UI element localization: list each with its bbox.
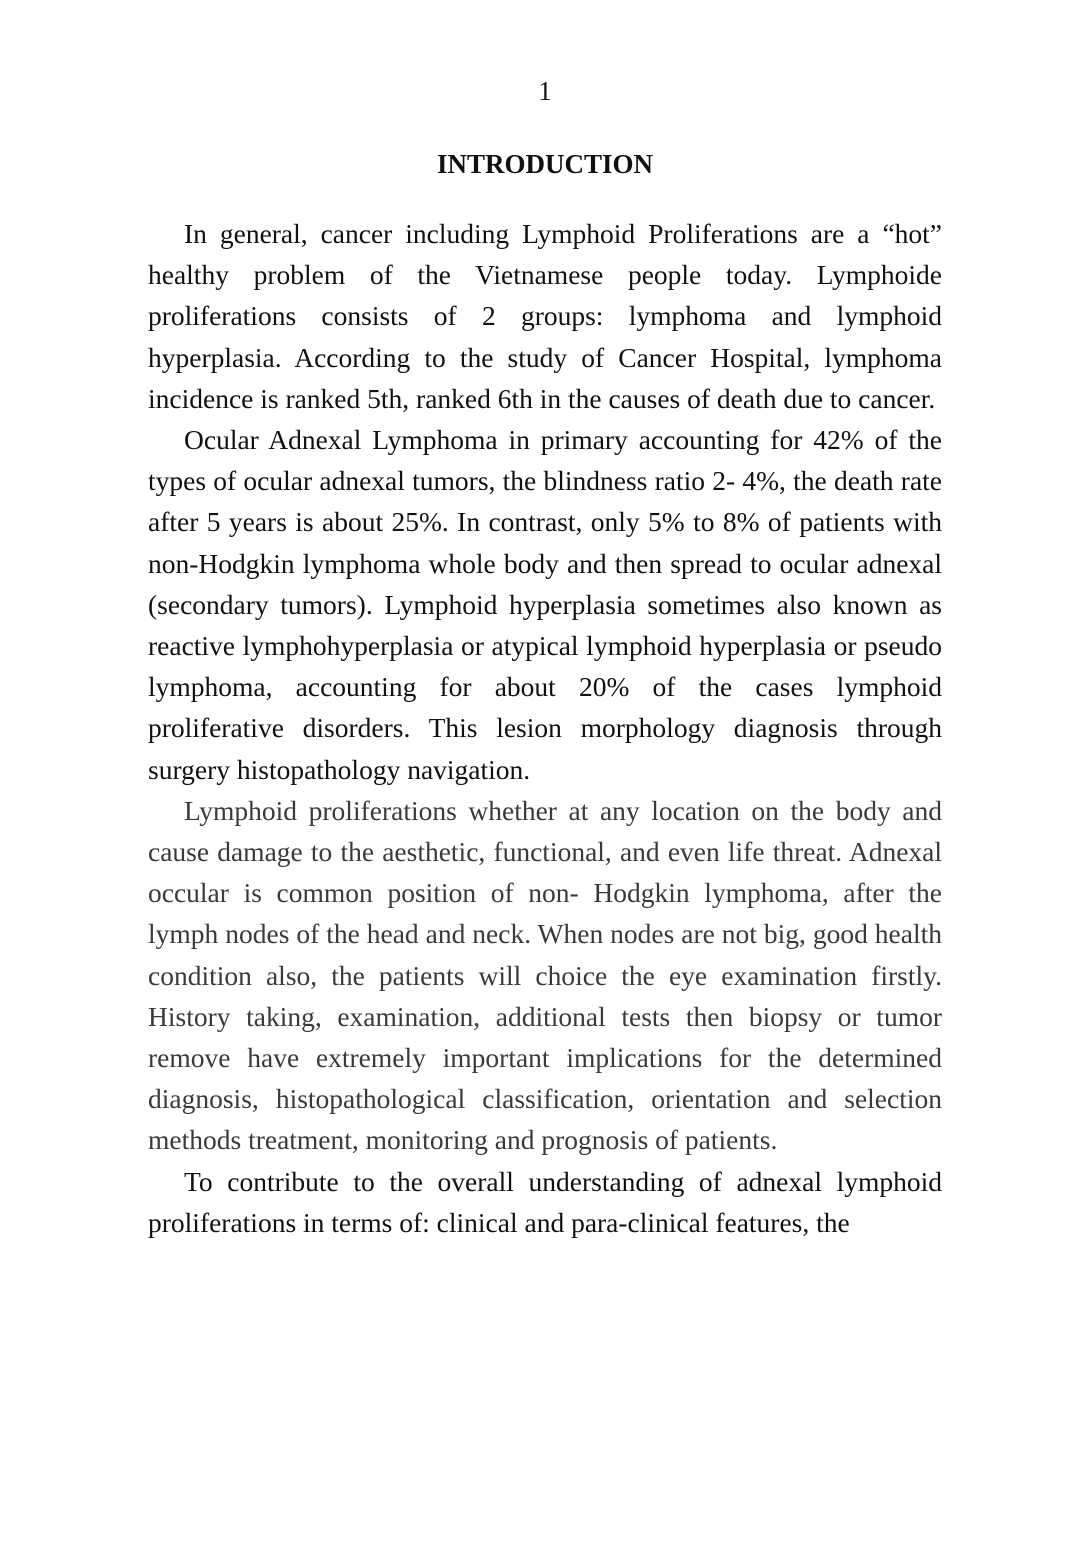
body-text (148, 213, 942, 1243)
paragraph-2: Ocular Adnexal Lymphoma in primary accounting for 42% of the types of ocular adnexal tumors, the blindness ratio 2- 4%, the death rate after 5 years is about 25%. In contrast, only 5% to 8% of patients with non-Hodgkin lymphoma whole body and then spread to ocular adnexal (secondary tumors). Lymphoid hyperplasia sometimes also known as reactive lymphohyperplasia or atypical lymphoid hyperplasia or pseudo lymphoma, accounting for about 20% of the cases lymphoid proliferative disorders. This lesion morphology diagnosis through surgery histopathology navigation. (148, 424, 942, 785)
paragraph-1: In general, cancer including Lymphoid Proliferations are a “hot” healthy problem of the Vietnamese people today. Lymphoide proliferations consists of 2 groups: lymphoma and lymphoid hyperplasia. According to the study of Cancer Hospital, lymphoma incidence is ranked 5th, ranked 6th in the causes of death due to cancer. (148, 218, 942, 414)
paragraph-4: To contribute to the overall understanding of adnexal lymphoid proliferations in terms of: clinical and para-clinical features, the (148, 1165, 942, 1238)
section-heading: INTRODUCTION (436, 149, 654, 179)
paragraph-3: Lymphoid proliferations whether at any location on the body and cause damage to the aesthetic, functional, and even life threat. Adnexal occular is common position of non- Hodgkin lymphoma, after the lymph nodes of the head and neck. When nodes are not big, good health condition also, the patients will choice the eye examination firstly. History taking, examination, additional tests then biopsy or tumor remove have extremely important implications for the determined diagnosis, histopathological classification, orientation and selection methods treatment, monitoring and prognosis of patients. (148, 794, 942, 1156)
page-number: 1 (538, 76, 552, 106)
